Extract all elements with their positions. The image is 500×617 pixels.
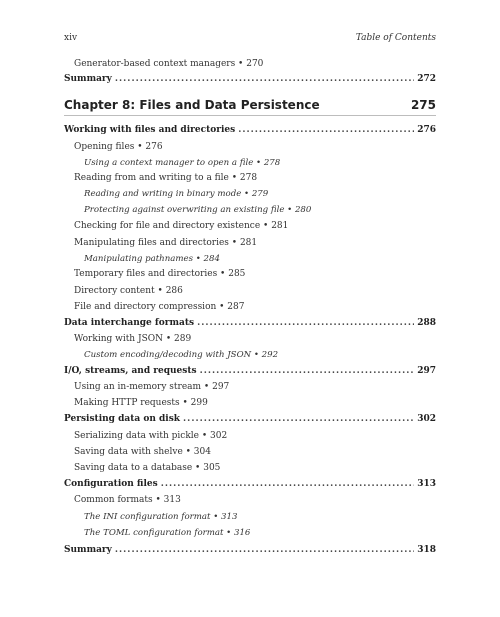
toc-page-number: 318 (417, 545, 436, 555)
toc-page-number: 276 (417, 125, 436, 135)
toc-entry[interactable]: Saving data with shelve • 304 (74, 447, 211, 457)
toc-section-title: Summary (64, 545, 112, 555)
leader-dots (197, 317, 414, 329)
toc-section[interactable] (64, 413, 436, 425)
toc-entry[interactable]: Manipulating files and directories • 281 (74, 238, 258, 248)
toc-section-title: Persisting data on disk (64, 414, 181, 424)
toc-subentry[interactable]: Manipulating pathnames • 284 (84, 254, 220, 264)
toc-section-title: Summary (64, 74, 112, 84)
toc-subentry[interactable]: The TOML configuration format • 316 (84, 528, 251, 538)
toc-entry[interactable]: Temporary files and directories • 285 (74, 269, 246, 279)
toc-section-title: Configuration files (64, 479, 158, 489)
toc-page-number: 313 (417, 479, 436, 489)
chapter-divider (64, 115, 436, 116)
toc-page-number: 288 (417, 318, 436, 328)
chapter-page-number: 275 (410, 98, 436, 112)
toc-page-number: 272 (417, 74, 436, 84)
toc-entry[interactable]: Working with JSON • 289 (74, 334, 192, 344)
chapter-title: Chapter 8: Files and Data Persistence (64, 98, 320, 112)
toc-entry[interactable]: Making HTTP requests • 299 (74, 398, 208, 408)
toc-section-title: Data interchange formats (64, 318, 195, 328)
running-title: Table of Contents (355, 33, 436, 43)
toc-entry[interactable]: Generator-based context managers • 270 (74, 59, 264, 69)
leader-dots (115, 73, 414, 85)
toc-entry[interactable]: Serializing data with pickle • 302 (74, 431, 228, 441)
leader-dots (200, 365, 415, 377)
toc-entry[interactable]: Common formats • 313 (74, 495, 181, 505)
chapter-heading[interactable] (64, 96, 436, 114)
page-number-roman: xiv (64, 33, 78, 43)
toc-section-summary[interactable] (64, 544, 436, 556)
toc-entry[interactable]: Saving data to a database • 305 (74, 463, 221, 473)
toc-entry[interactable]: Using an in-memory stream • 297 (74, 382, 230, 392)
leader-dots (161, 478, 415, 490)
toc-section[interactable] (64, 124, 436, 136)
toc-subentry[interactable]: The INI configuration format • 313 (84, 512, 238, 522)
toc-subentry[interactable]: Protecting against overwriting an existing file • 280 (84, 205, 312, 215)
toc-section[interactable] (64, 365, 436, 377)
running-header (64, 33, 436, 47)
leader-dots (238, 124, 414, 136)
toc-section-summary[interactable] (64, 73, 436, 85)
toc-section-title: Working with files and directories (64, 125, 236, 135)
toc-subentry[interactable]: Custom encoding/decoding with JSON • 292 (84, 350, 279, 360)
toc-section[interactable] (64, 478, 436, 490)
toc-subentry[interactable]: Reading and writing in binary mode • 279 (84, 189, 269, 199)
toc-entry[interactable]: Directory content • 286 (74, 286, 183, 296)
toc-entry[interactable]: File and directory compression • 287 (74, 302, 245, 312)
toc-section-title: I/O, streams, and requests (64, 366, 197, 376)
toc-page-number: 297 (417, 366, 436, 376)
toc-entry[interactable]: Checking for file and directory existence • 281 (74, 221, 289, 231)
toc-page-number: 302 (417, 414, 436, 424)
toc-entry[interactable]: Opening files • 276 (74, 142, 163, 152)
toc-subentry[interactable]: Using a context manager to open a file • 278 (84, 158, 281, 168)
toc-section[interactable] (64, 317, 436, 329)
toc-entry[interactable]: Reading from and writing to a file • 278 (74, 173, 258, 183)
leader-dots (183, 413, 414, 425)
leader-dots (115, 544, 414, 556)
